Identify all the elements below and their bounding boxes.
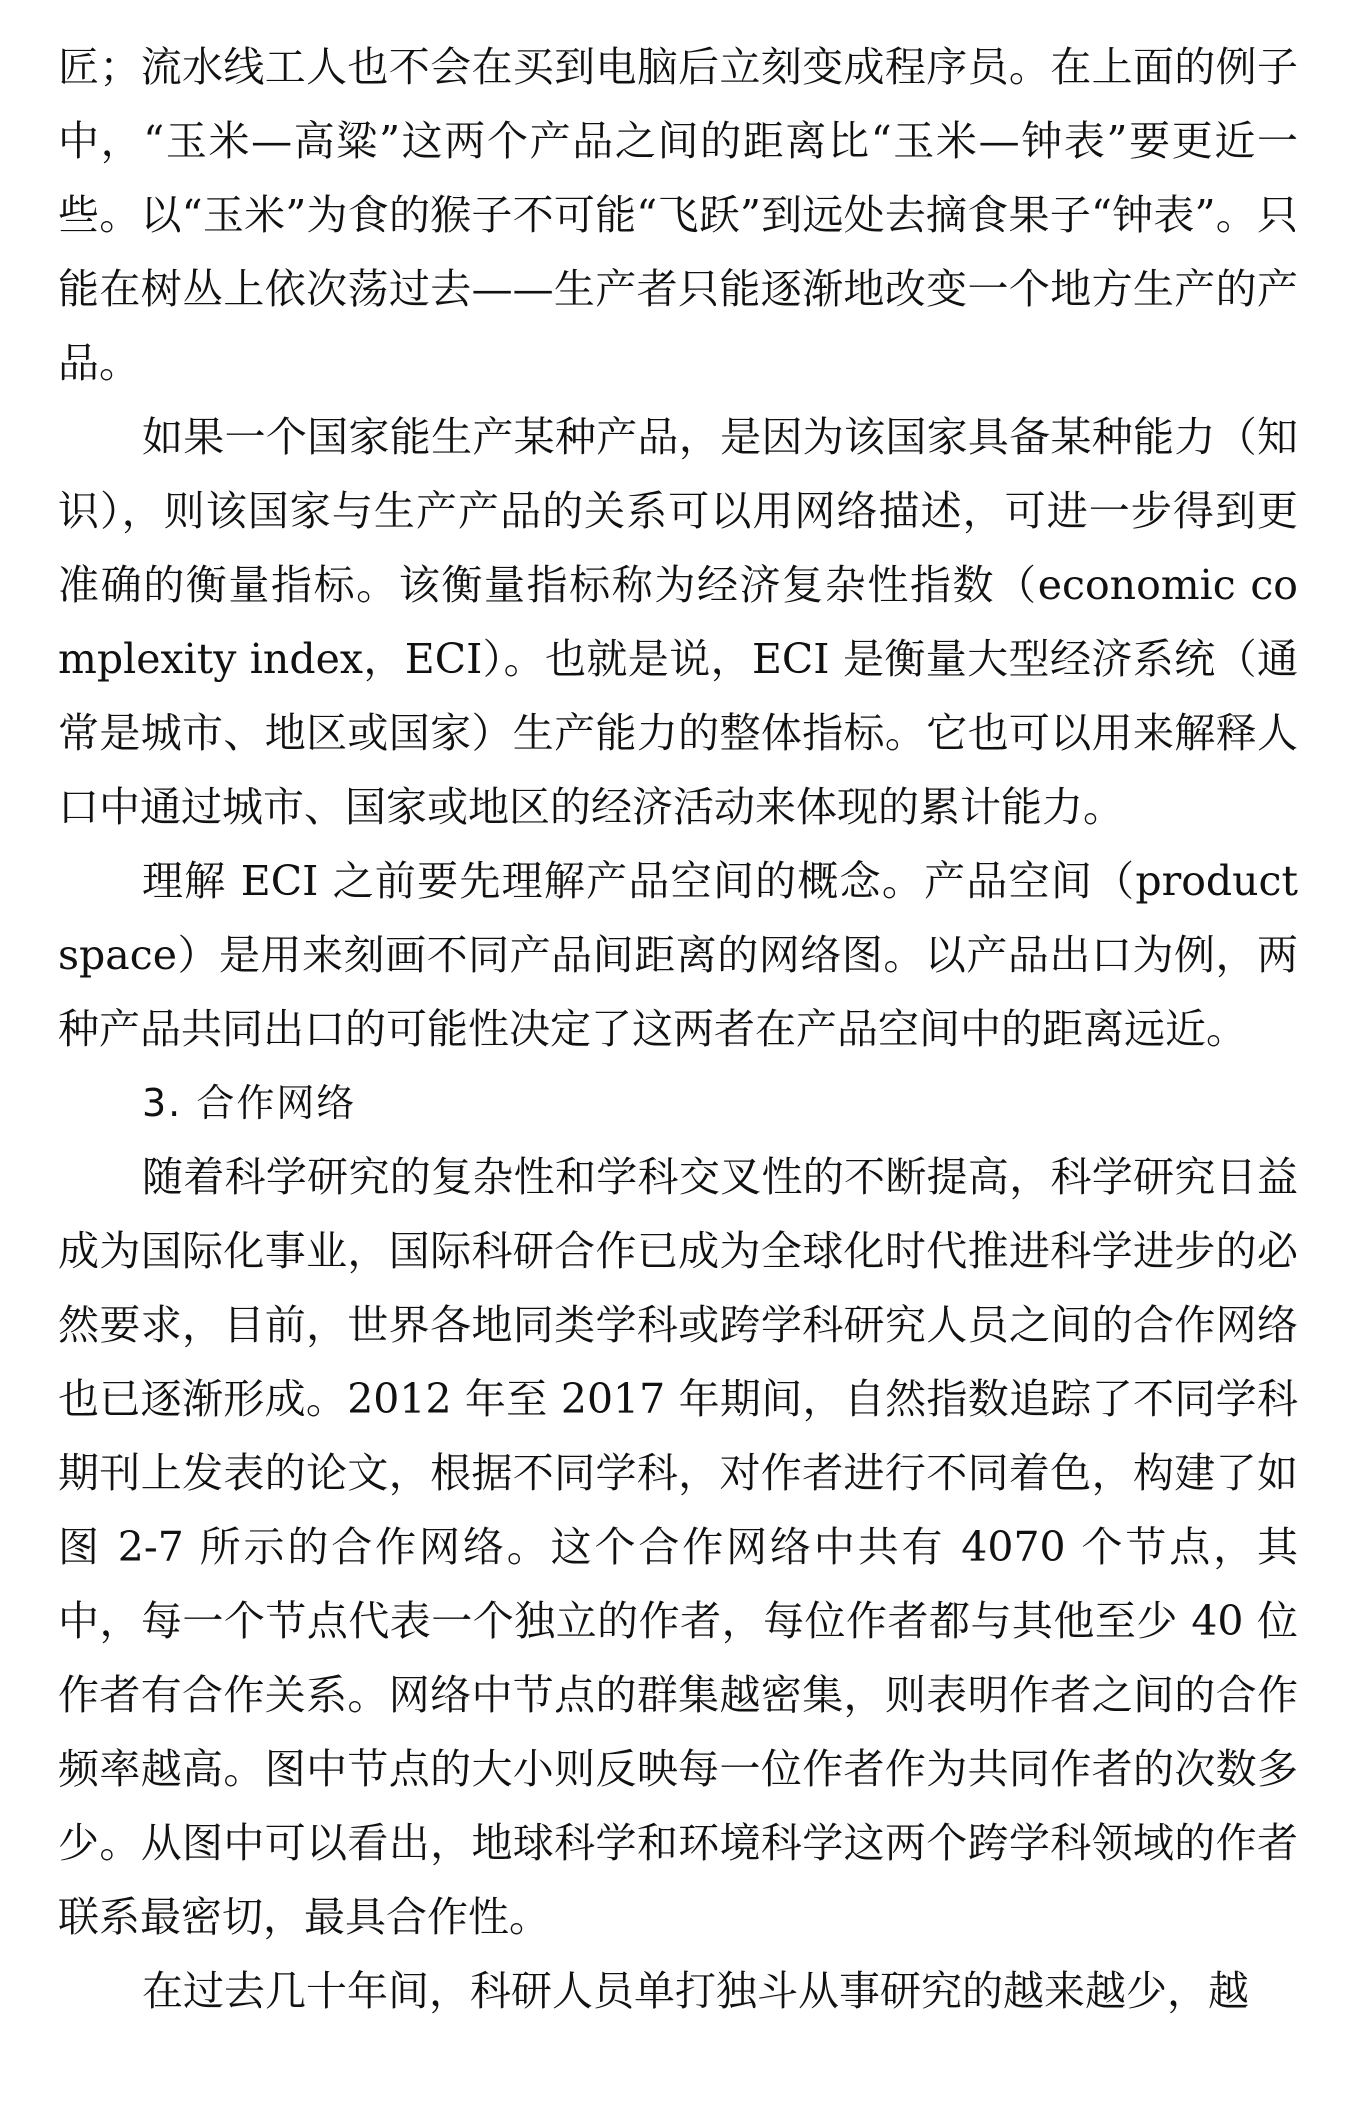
paragraph-eci-definition: 如果一个国家能生产某种产品，是因为该国家具备某种能力（知识），则该国家与生产产品的关系可以用网络描述，可进一步得到更准确的衡量指标。该衡量指标称为经济复杂性指数（economic complexity index，ECI）。也就是说，ECI 是衡量大型经济系统（通常是城市、地区或国家）生产能力的整体指标。它也可以用来解释人口中通过城市、国家或地区的经济活动来体现的累计能力。 [58, 413, 1298, 831]
paragraph-product-distance: 匠；流水线工人也不会在买到电脑后立刻变成程序员。在上面的例子中，“玉米—高粱”这两个产品之间的距离比“玉米—钟表”要更近一些。以“玉米”为食的猴子不可能“飞跃”到远处去摘食果子“钟表”。只能在树丛上依次荡过去——生产者只能逐渐地改变一个地方生产的产品。 [58, 43, 1298, 387]
paragraph-collaboration-network: 随着科学研究的复杂性和学科交叉性的不断提高，科学研究日益成为国际化事业，国际科研合作已成为全球化时代推进科学进步的必然要求，目前，世界各地同类学科或跨学科研究人员之间的合作网络也已逐渐形成。2012 年至 2017 年期间，自然指数追踪了不同学科期刊上发表的论文，根据不同学科，对作者进行不同着色，构建了如图 2-7 所示的合作网络。这个合作网络中共有 4070 个节点，其中，每一个节点代表一个独立的作者，每位作者都与其他至少 40 位作者有合作关系。网络中节点的群集越密集，则表明作者之间的合作频率越高。图中节点的大小则反映每一位作者作为共同作者的次数多少。从图中可以看出，地球科学和环境科学这两个跨学科领域的作者联系最密切，最具合作性。 [58, 1153, 1298, 1941]
document-page [58, 0, 1298, 2126]
paragraph-research-trend: 在过去几十年间，科研人员单打独斗从事研究的越来越少，越 [142, 1967, 1249, 2015]
paragraph-product-space: 理解 ECI 之前要先理解产品空间的概念。产品空间（product space）是用来刻画不同产品间距离的网络图。以产品出口为例，两种产品共同出口的可能性决定了这两者在产品空间中的距离远近。 [58, 857, 1298, 1053]
section-heading-collaboration-network: 3. 合作网络 [142, 1081, 357, 1125]
